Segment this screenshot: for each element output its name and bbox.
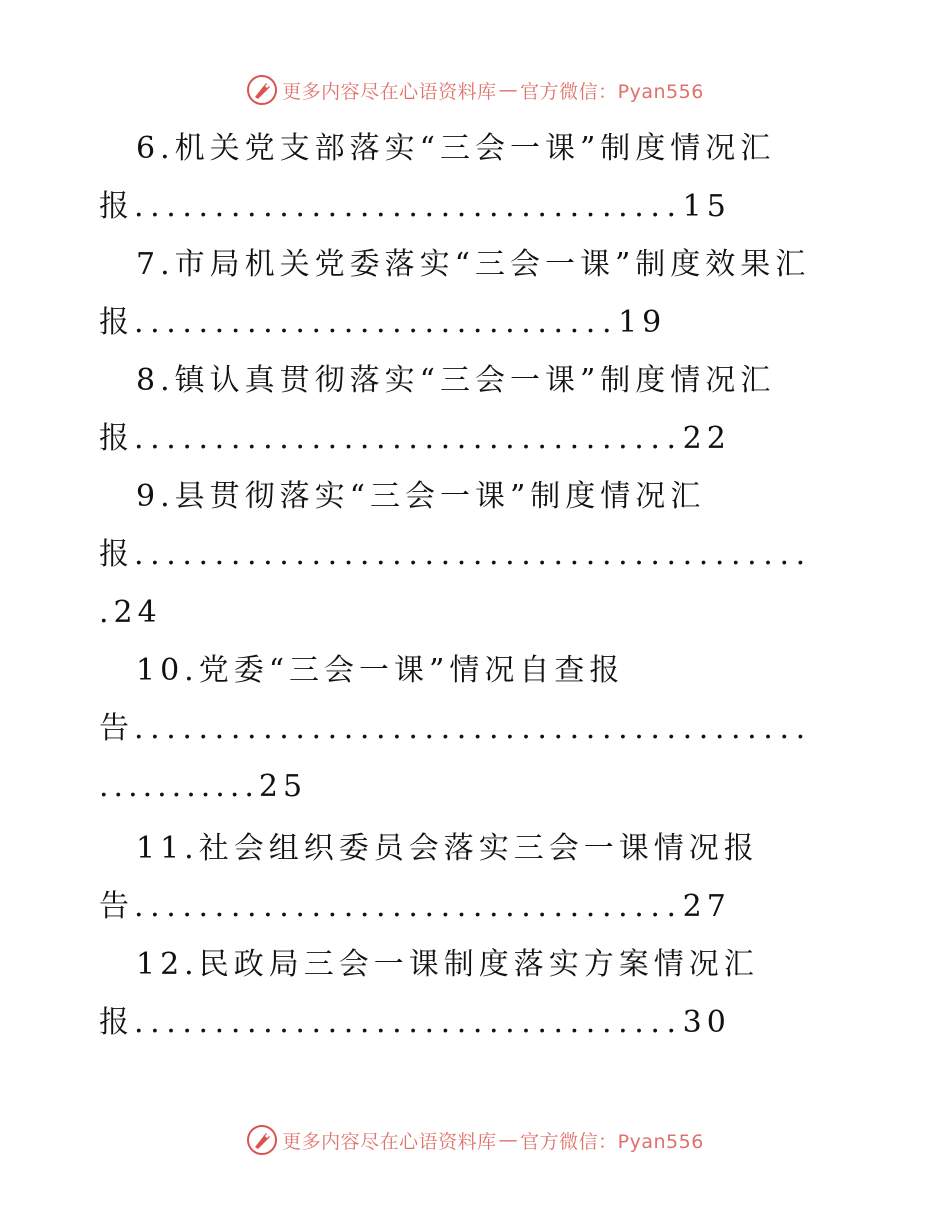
- toc-entry-7-page: 19: [618, 305, 667, 340]
- toc-entry-6-leader: ..................................: [134, 189, 683, 224]
- toc-entry-7-line[interactable]: [99, 294, 666, 352]
- toc-entry-10-line[interactable]: [99, 700, 812, 758]
- toc-entry-10-page-line[interactable]: ...........25: [99, 769, 308, 804]
- toc-entry-9-cont: 报: [99, 537, 134, 572]
- toc-entry-10-title[interactable]: 10.党委“三会一课”情况自查报: [136, 653, 625, 688]
- toc-entry-9-page-line[interactable]: .24: [99, 595, 162, 630]
- toc-entry-7-title[interactable]: 7.市局机关党委落实“三会一课”制度效果汇: [136, 247, 811, 282]
- watermark-text: 更多内容尽在心语资料库: [282, 80, 497, 103]
- toc-entry-6-page: 15: [682, 189, 731, 224]
- toc-entry-12-leader: ..................................: [134, 1005, 683, 1040]
- toc-entry-11-leader: ..................................: [134, 889, 683, 924]
- toc-entry-12-line[interactable]: [99, 994, 731, 1052]
- toc-entry-8-title[interactable]: 8.镇认真贯彻落实“三会一课”制度情况汇: [136, 363, 776, 398]
- toc-entry-6-line[interactable]: [99, 178, 731, 236]
- watermark-separator: —: [498, 79, 519, 101]
- toc-entry-8-line[interactable]: [99, 410, 731, 468]
- toc-entry-8-cont: 报: [99, 421, 134, 456]
- toc-entry-11-cont: 告: [99, 889, 134, 924]
- watermark-official: 官方微信：Pyan556: [520, 1130, 704, 1153]
- toc-entry-8-leader: ..................................: [134, 421, 683, 456]
- pen-nib-logo-icon: [246, 74, 278, 106]
- toc-entry-6-cont: 报: [99, 189, 134, 224]
- toc-entry-11-line[interactable]: [99, 878, 731, 936]
- toc-entry-8-page: 22: [682, 421, 731, 456]
- pen-nib-logo-icon: [246, 1124, 278, 1156]
- toc-entry-9-line[interactable]: [99, 526, 812, 584]
- toc-entry-12-page: 30: [682, 1005, 731, 1040]
- toc-entry-10-leader: ..........................................: [134, 711, 812, 746]
- toc-entry-9-title[interactable]: 9.县贯彻落实“三会一课”制度情况汇: [136, 479, 706, 514]
- watermark-text: 更多内容尽在心语资料库: [282, 1130, 497, 1153]
- toc-entry-12-cont: 报: [99, 1005, 134, 1040]
- watermark-separator: —: [498, 1129, 519, 1151]
- header-watermark: [0, 72, 950, 108]
- toc-entry-9-leader: ..........................................: [134, 537, 812, 572]
- toc-entry-11-title[interactable]: 11.社会组织委员会落实三会一课情况报: [136, 831, 759, 866]
- toc-entry-11-page: 27: [682, 889, 731, 924]
- toc-entry-10-cont: 告: [99, 711, 134, 746]
- toc-entry-7-cont: 报: [99, 305, 134, 340]
- toc-entry-7-leader: ..............................: [134, 305, 619, 340]
- watermark-official: 官方微信：Pyan556: [520, 80, 704, 103]
- toc-entry-6-title[interactable]: 6.机关党支部落实“三会一课”制度情况汇: [136, 131, 776, 166]
- toc-entry-12-title[interactable]: 12.民政局三会一课制度落实方案情况汇: [136, 947, 759, 982]
- footer-watermark: [0, 1122, 950, 1158]
